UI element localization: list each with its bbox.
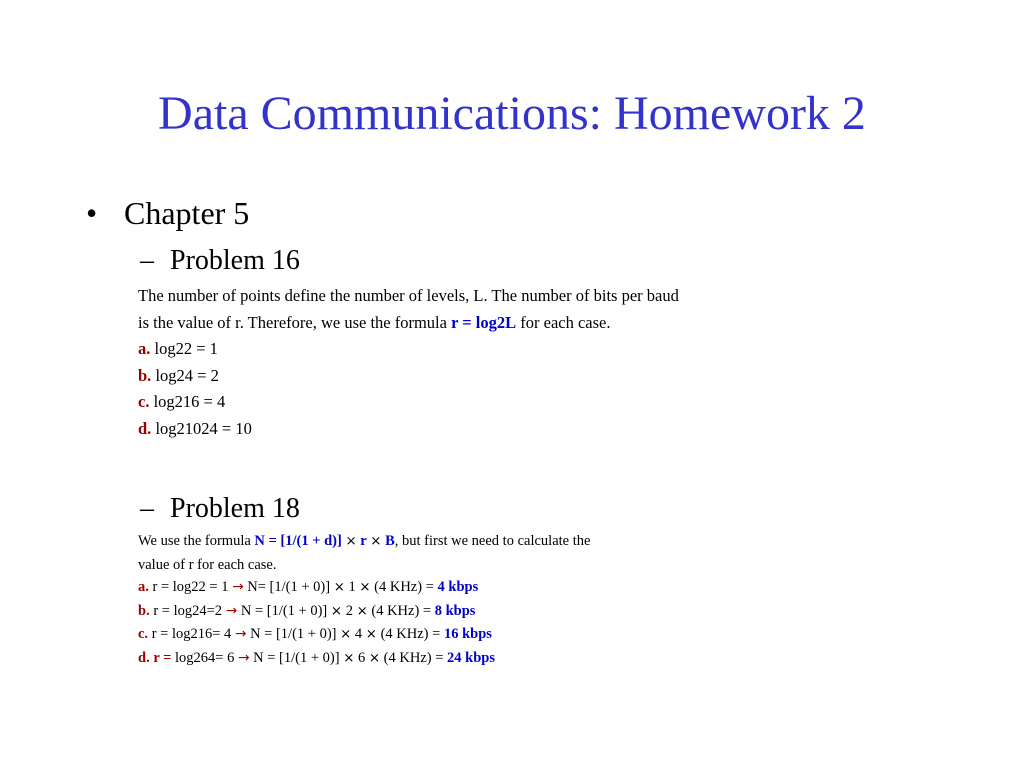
item-expr: N = [1/(1 + 0)] (237, 602, 331, 619)
item-label: d. (138, 649, 150, 666)
problem-18-item (138, 600, 590, 624)
item-calc: r = log24=2 (149, 602, 226, 619)
item-expr: N = [1/(1 + 0)] (246, 626, 341, 642)
problem-16-item (138, 416, 679, 443)
problem-18-heading: Problem 18 (170, 493, 300, 524)
times-symbol: × (330, 603, 343, 619)
item-label: b. (138, 365, 152, 385)
dash-marker: – (140, 493, 154, 524)
dash-marker: – (140, 245, 154, 276)
intro-text-tail: for each case. (516, 312, 611, 332)
formula-r-log2l: r = log2L (451, 312, 517, 332)
item-label-extra: r = (149, 649, 172, 666)
item-text: log216 = 4 (149, 392, 226, 411)
page-title: Data Communications: Homework 2 (158, 87, 866, 140)
formula-r: r (360, 533, 367, 549)
item-tail: (4 KHz) = (367, 602, 435, 619)
chapter-bullet (86, 193, 249, 233)
formula-n: N = [1/(1 + d)] (254, 533, 342, 549)
times-symbol: × (345, 534, 357, 549)
times-symbol: × (365, 627, 377, 642)
item-label: a. (138, 339, 151, 358)
problem-18-item (138, 623, 590, 647)
times-symbol: × (340, 627, 352, 642)
formula-b: B (385, 533, 395, 549)
item-result: 4 kbps (437, 579, 479, 595)
problem-18-intro-line-2: value of r for each case. (138, 556, 277, 573)
arrow-icon: → (225, 602, 238, 619)
item-tail: (4 KHz) = (380, 649, 448, 666)
item-result: 24 kbps (447, 649, 495, 666)
item-label: b. (138, 602, 150, 619)
problem-16-item (138, 363, 679, 390)
problem-18-item (138, 647, 590, 671)
times-symbol: × (368, 650, 381, 666)
arrow-icon: → (234, 626, 247, 642)
times-symbol: × (356, 603, 368, 619)
arrow-icon: → (237, 649, 250, 666)
chapter-heading: Chapter 5 (124, 195, 250, 231)
item-tail: (4 KHz) = (370, 579, 438, 595)
item-calc: r = log22 = 1 (148, 579, 233, 595)
item-expr: N= [1/(1 + 0)] (243, 579, 334, 595)
item-calc: r = log216= 4 (148, 626, 235, 642)
item-factor: 4 (351, 626, 366, 642)
times-symbol: × (359, 580, 371, 595)
intro-text-tail: , but first we need to calculate the (394, 533, 591, 549)
item-result: 8 kbps (434, 602, 476, 619)
item-factor: 1 (344, 579, 360, 595)
problem-18-intro-line-1 (138, 530, 590, 554)
item-result: 16 kbps (443, 626, 492, 642)
item-factor: 2 (342, 602, 357, 619)
problem-16-intro-line-1: The number of points define the number of levels, L. The number of bits per baud (138, 286, 679, 305)
item-factor: 6 (354, 649, 369, 666)
item-label: c. (138, 626, 149, 642)
arrow-icon: → (232, 579, 244, 595)
item-label: d. (138, 418, 152, 438)
problem-16-body (138, 283, 679, 442)
problem-18-heading-row (140, 492, 300, 526)
item-text: log21024 = 10 (151, 418, 252, 438)
item-label: c. (138, 392, 150, 411)
problem-18-body (138, 530, 590, 670)
intro-text: We use the formula (138, 533, 255, 549)
times-symbol: × (343, 650, 355, 666)
problem-18-item (138, 576, 590, 600)
problem-16-heading: Problem 16 (170, 245, 300, 276)
item-calc: log264= 6 (171, 649, 238, 666)
item-text: log24 = 2 (151, 365, 219, 385)
item-tail: (4 KHz) = (376, 626, 444, 642)
problem-16-item (138, 336, 679, 363)
problem-16-heading-row (140, 244, 300, 278)
intro-text: is the value of r. Therefore, we use the formula (138, 312, 452, 332)
item-text: log22 = 1 (150, 339, 218, 358)
times-symbol: × (370, 534, 382, 549)
problem-16-intro-line-2 (138, 310, 679, 337)
times-symbol: × (333, 580, 345, 595)
item-label: a. (138, 579, 149, 595)
item-expr: N = [1/(1 + 0)] (249, 649, 344, 666)
bullet-marker: • (86, 195, 98, 231)
problem-16-item (138, 389, 679, 416)
